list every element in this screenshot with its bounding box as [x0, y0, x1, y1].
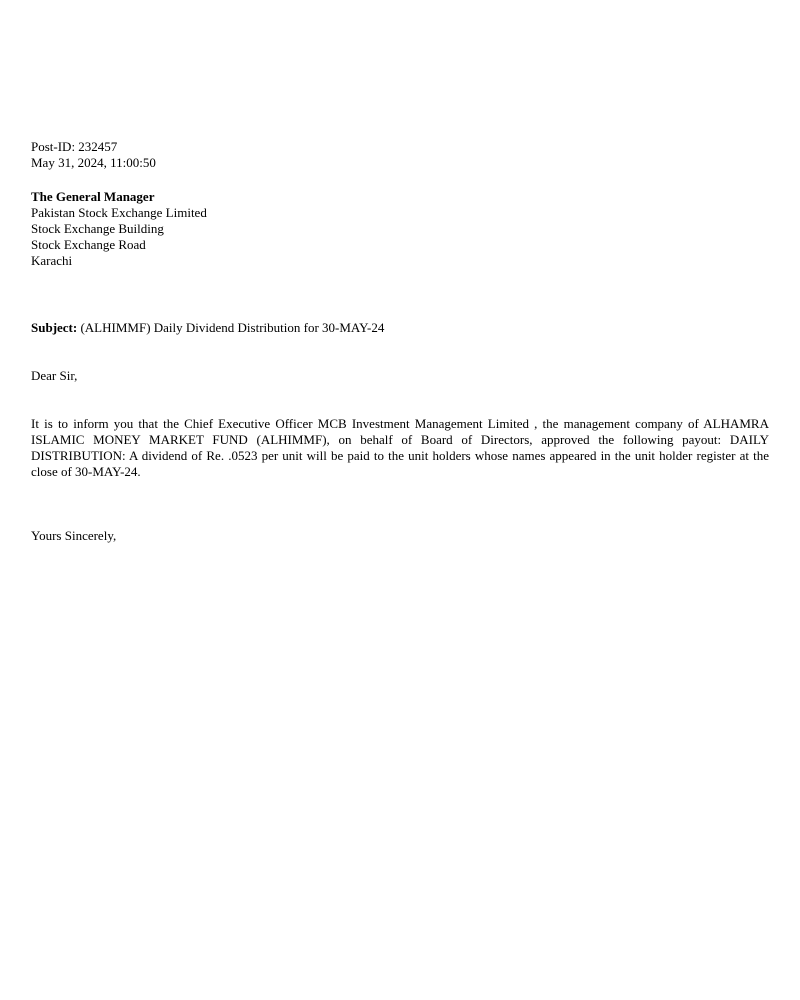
- letter-datetime: May 31, 2024, 11:00:50: [31, 155, 156, 170]
- recipient-line: Stock Exchange Building: [31, 221, 164, 236]
- recipient-line: Pakistan Stock Exchange Limited: [31, 205, 207, 220]
- recipient-line: Karachi: [31, 253, 73, 268]
- subject-line: [31, 320, 769, 336]
- letter-body: It is to inform you that the Chief Executive Officer MCB Investment Management Limited , the management company of ALHAMRA ISLAMIC MONEY MARKET FUND (ALHIMMF), on behalf of Board of Directors, approved the following payout: DAILY DISTRIBUTION: A dividend of Re. .0523 per unit will be paid to the unit holders whose names appeared in the unit holder register at the close of 30-MAY-24.: [31, 416, 769, 479]
- recipient-name: The General Manager: [31, 189, 155, 204]
- recipient-line: Stock Exchange Road: [31, 237, 146, 252]
- subject-label: Subject:: [31, 320, 78, 335]
- closing: Yours Sincerely,: [31, 528, 117, 543]
- letter-meta: [31, 139, 769, 171]
- subject-text: (ALHIMMF) Daily Dividend Distribution for 30-MAY-24: [80, 320, 385, 335]
- recipient-address: [31, 189, 769, 269]
- salutation: Dear Sir,: [31, 368, 78, 383]
- post-id: Post-ID: 232457: [31, 139, 118, 154]
